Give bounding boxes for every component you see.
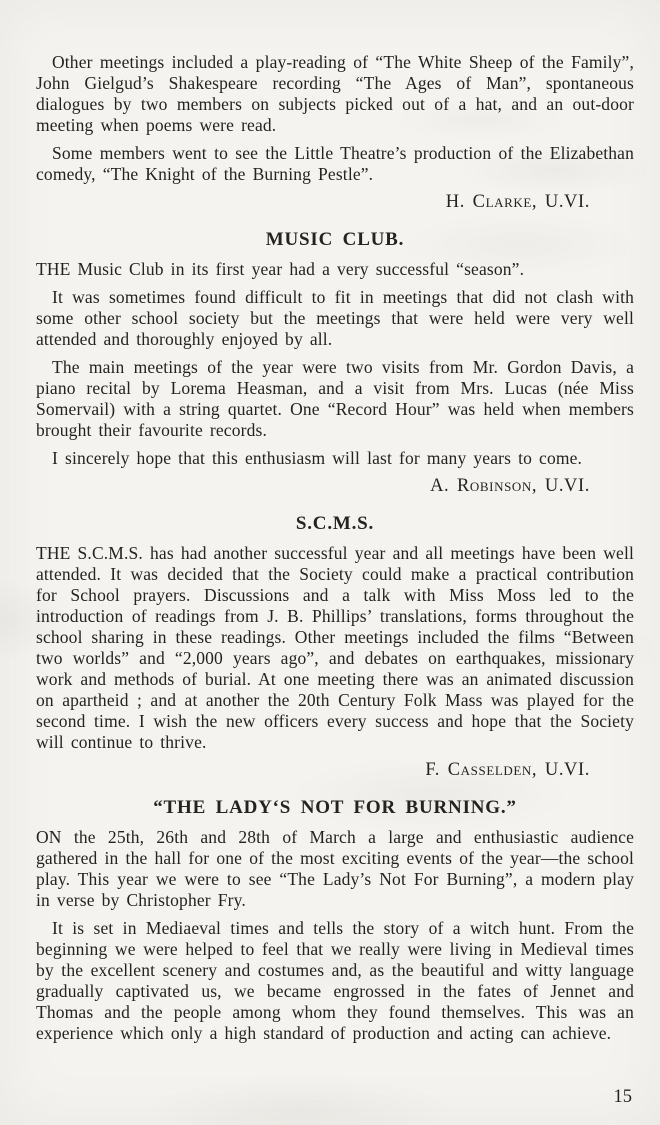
- section: [36, 797, 634, 1044]
- section-paragraphs: [36, 52, 634, 185]
- section-heading: S.C.M.S.: [295, 513, 375, 534]
- author-signature: A. Robinson, U.VI.: [430, 476, 590, 496]
- paragraph: It is set in Mediaeval times and tells the story of a witch hunt. From the beginning we were helped to feel that we really were living in Medieval times by the excellent scenery and costumes and, as the beautiful and witty language gradually captivated us, we became engrossed in the fates of Jennet and Thomas and the people among whom they found themselves. This was an experience which only a high standard of production and acting can achieve.: [36, 918, 634, 1043]
- section-heading: “THE LADY‘S NOT FOR BURNING.”: [153, 797, 517, 818]
- section-heading: MUSIC CLUB.: [265, 229, 405, 250]
- paragraph: ON the 25th, 26th and 28th of March a large and enthusiastic audience gathered in the hall for one of the most exciting events of the year—the school play. This year we were to see “The Lady’s Not For Burning”, a modern play in verse by Christopher Fry.: [36, 827, 634, 910]
- paragraph: It was sometimes found difficult to fit in meetings that did not clash with some other school society but the meetings that were held were very well attended and thoroughly enjoyed by all.: [36, 287, 634, 349]
- section-paragraphs: [36, 827, 634, 1044]
- page-content: [36, 0, 634, 1044]
- paragraph: The main meetings of the year were two visits from Mr. Gordon Davis, a piano recital by Lorema Heasman, and a visit from Mrs. Lucas (née Miss Somervail) with a string quartet. One “Record Hour” was held when members brought their favourite records.: [36, 357, 634, 440]
- section: [36, 52, 634, 213]
- page-number: 15: [613, 1087, 632, 1107]
- paragraph: THE S.C.M.S. has had another successful year and all meetings have been well attended. It was decided that the Society could make a practical contribution for School prayers. Discussions and a talk with Miss Moss led to the introduction of readings from J. B. Phillips’ translations, forms throughout the school sharing in these readings. Other meetings included the films “Between two worlds” and “2,000 years ago”, and debates on earthquakes, missionary work and methods of burial. At one meeting there was an animated discussion on apartheid ; and at another the 20th Century Folk Mass was played for the second time. I wish the new officers every success and hope that the Society will continue to thrive.: [36, 543, 634, 752]
- section-paragraphs: [36, 543, 634, 753]
- section: [36, 229, 634, 497]
- section: [36, 513, 634, 781]
- paragraph: THE Music Club in its first year had a very successful “season”.: [36, 259, 525, 279]
- section-paragraphs: [36, 259, 634, 469]
- paragraph: Some members went to see the Little Theatre’s production of the Elizabethan comedy, “The Knight of the Burning Pestle”.: [36, 143, 634, 184]
- paragraph: Other meetings included a play-reading of “The White Sheep of the Family”, John Gielgud’s Shakespeare recording “The Ages of Man”, spontaneous dialogues by two members on subjects picked out of a hat, and an out-door meeting when poems were read.: [36, 52, 634, 135]
- paragraph: I sincerely hope that this enthusiasm will last for many years to come.: [52, 448, 583, 468]
- author-signature: F. Casselden, U.VI.: [425, 760, 590, 780]
- author-signature: H. Clarke, U.VI.: [445, 192, 590, 212]
